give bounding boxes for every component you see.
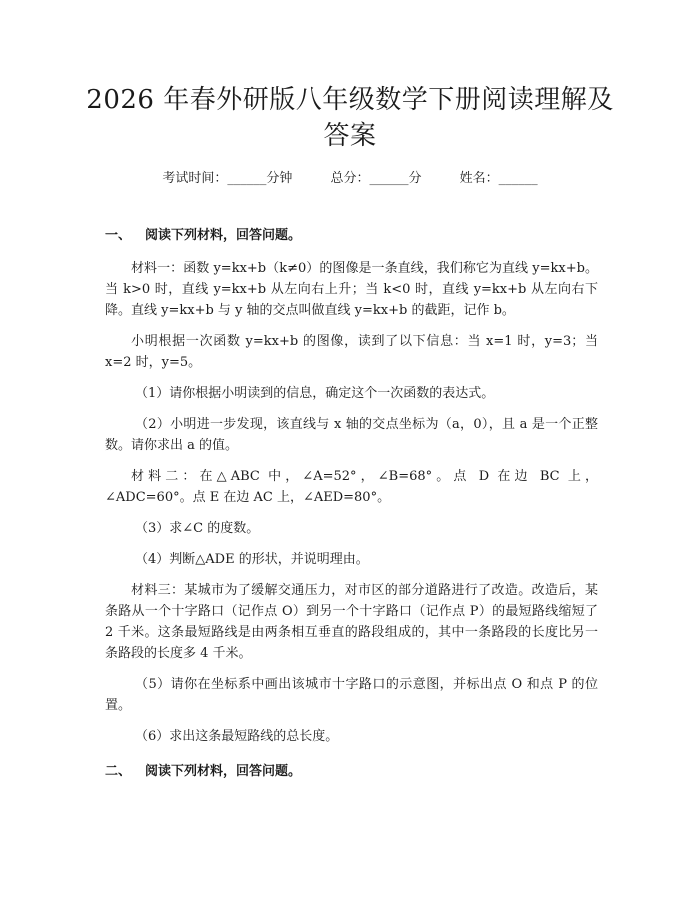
document-body bbox=[105, 225, 598, 794]
exam-time-field: 考试时间：______分钟 bbox=[162, 171, 293, 186]
question-3: （3）求∠C 的度数。 bbox=[135, 521, 260, 536]
section-heading-2 bbox=[105, 761, 598, 782]
exam-info-line bbox=[0, 170, 700, 188]
question-6: （6）求出这条最短路线的总长度。 bbox=[135, 729, 339, 744]
section-number: 二、 bbox=[105, 764, 132, 779]
document-title: 2026 年春外研版八年级数学下册阅读理解及答案 bbox=[86, 85, 614, 151]
question-5: （5）请你在坐标系中画出该城市十字路口的示意图，并标出点 O 和点 P 的位置。 bbox=[105, 677, 598, 713]
total-score-field: 总分：______分 bbox=[330, 171, 422, 186]
student-name-field: 姓名：______ bbox=[459, 171, 538, 186]
material-one: 材料一：函数 y=kx+b（k≠0）的图像是一条直线，我们称它为直线 y=kx+b。当 k>0 时，直线 y=kx+b 从左向右上升；当 k<0 时，直线 y=kx+b 从左向右下降。直线 y=kx+b 与 y 轴的交点叫做直线 y=kx+b 的截距，记作 b。 bbox=[105, 261, 598, 318]
question-1: （1）请你根据小明读到的信息，确定这个一次函数的表达式。 bbox=[135, 386, 495, 401]
section-title: 阅读下列材料，回答问题。 bbox=[145, 764, 302, 779]
material-three: 材料三：某城市为了缓解交通压力，对市区的部分道路进行了改造。改造后，某条路从一个十字路口（记作点 O）到另一个十字路口（记作点 P）的最短路线缩短了 2 千米。这条最短路线是由两条相互垂直的路段组成的，其中一条路段的长度比另一条路段的长度多 4 千米。 bbox=[105, 583, 598, 661]
question-4: （4）判断△ADE 的形状，并说明理由。 bbox=[135, 552, 369, 567]
question-2: （2）小明进一步发现，该直线与 x 轴的交点坐标为（a，0），且 a 是一个正整数。请你求出 a 的值。 bbox=[105, 417, 598, 453]
material-two: 材料二：在△ABC 中，∠A=52°，∠B=68°。点 D 在边 BC 上，∠ADC=60°。点 E 在边 AC 上，∠AED=80°。 bbox=[105, 469, 598, 505]
section-number: 一、 bbox=[105, 228, 132, 243]
material-one-info: 小明根据一次函数 y=kx+b 的图像，读到了以下信息：当 x=1 时，y=3；当 x=2 时，y=5。 bbox=[105, 334, 598, 370]
section-heading-1 bbox=[105, 225, 598, 246]
section-title: 阅读下列材料，回答问题。 bbox=[145, 228, 302, 243]
